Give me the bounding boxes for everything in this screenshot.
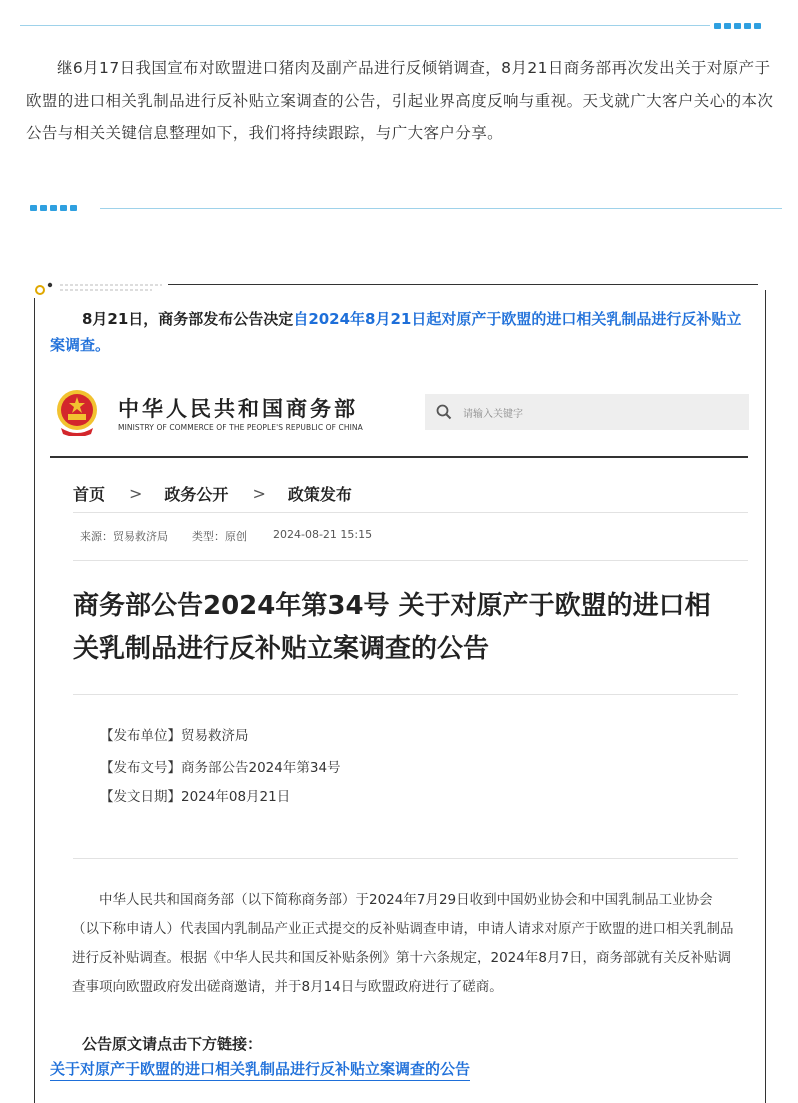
info-issuer: 【发布单位】贸易救济局 xyxy=(100,728,249,744)
info-issue-date: 【发文日期】2024年08月21日 xyxy=(100,789,291,805)
card-right-border xyxy=(765,290,766,1103)
breadcrumb-policy-release[interactable]: 政策发布 xyxy=(287,485,352,504)
top-divider-dots xyxy=(714,23,761,29)
link-label: 公告原文请点击下方链接： xyxy=(82,1035,263,1053)
announcement-highlight: 自2024年8月21日起对原产于欧盟的进口相关乳制品进行反补贴立案调查。 xyxy=(50,310,742,354)
article-body: 中华人民共和国商务部（以下简称商务部）于2024年7月29日收到中国奶业协会和中国乳制品工业协会（以下称申请人）代表国内乳制品产业正式提交的反补贴调查申请，申请人请求对原产于欧盟的进口相关乳制品进行反补贴调查。根据《中华人民共和国反补贴条例》第十六条规定，2024年8月7日，商务部就有关反补贴调查事项向欧盟政府发出磋商邀请，并于8月14日与欧盟政府进行了磋商。 xyxy=(72,892,734,995)
original-announcement-link[interactable]: 关于对原产于欧盟的进口相关乳制品进行反补贴立案调查的公告 xyxy=(50,1058,470,1081)
ministry-name-cn: 中华人民共和国商务部 xyxy=(118,397,358,421)
meta-source: 来源：贸易救济局 xyxy=(80,530,168,543)
meta-divider xyxy=(73,560,748,561)
announcement-prefix: 8月21日，商务部发布公告决定 xyxy=(82,310,294,328)
ministry-name-en: MINISTRY OF COMMERCE OF THE PEOPLE'S REPUBLIC OF CHINA xyxy=(118,423,363,432)
article-meta xyxy=(80,528,372,544)
breadcrumb-divider xyxy=(73,512,748,513)
bottom-divider-dots xyxy=(30,205,77,211)
breadcrumb-separator: > xyxy=(252,484,266,503)
meta-type: 类型：原创 xyxy=(192,530,247,543)
title-divider xyxy=(73,694,738,695)
header-divider xyxy=(50,456,748,458)
top-divider-line xyxy=(20,25,710,26)
card-left-border xyxy=(34,298,35,1103)
bottom-divider-line xyxy=(100,208,782,209)
intro-paragraph: 继6月17日我国宣布对欧盟进口猪肉及副产品进行反倾销调查，8月21日商务部再次发出关于对原产于欧盟的进口相关乳制品进行反补贴立案调查的公告，引起业界高度反响与重视。天戈就广大客户关心的本次公告与相关关键信息整理如下，我们将持续跟踪，与广大客户分享。 xyxy=(26,59,774,142)
info-doc-number: 【发布文号】商务部公告2024年第34号 xyxy=(100,760,341,776)
announcement xyxy=(50,306,750,358)
info-divider xyxy=(73,858,738,859)
breadcrumb-home[interactable]: 首页 xyxy=(73,485,106,504)
search-icon[interactable] xyxy=(435,403,453,421)
meta-datetime: 2024-08-21 15:15 xyxy=(273,528,373,541)
search-input-placeholder[interactable]: 请输入关键字 xyxy=(463,408,523,420)
search-box[interactable] xyxy=(425,394,749,430)
article-title: 商务部公告2024年第34号 关于对原产于欧盟的进口相关乳制品进行反补贴立案调查的公告 xyxy=(73,591,711,664)
breadcrumb-public-affairs[interactable]: 政务公开 xyxy=(164,485,229,504)
breadcrumb xyxy=(73,482,352,505)
card-top-border xyxy=(168,284,758,285)
card-decoration xyxy=(34,276,174,298)
national-emblem-icon xyxy=(55,388,99,436)
breadcrumb-separator: > xyxy=(129,484,143,503)
